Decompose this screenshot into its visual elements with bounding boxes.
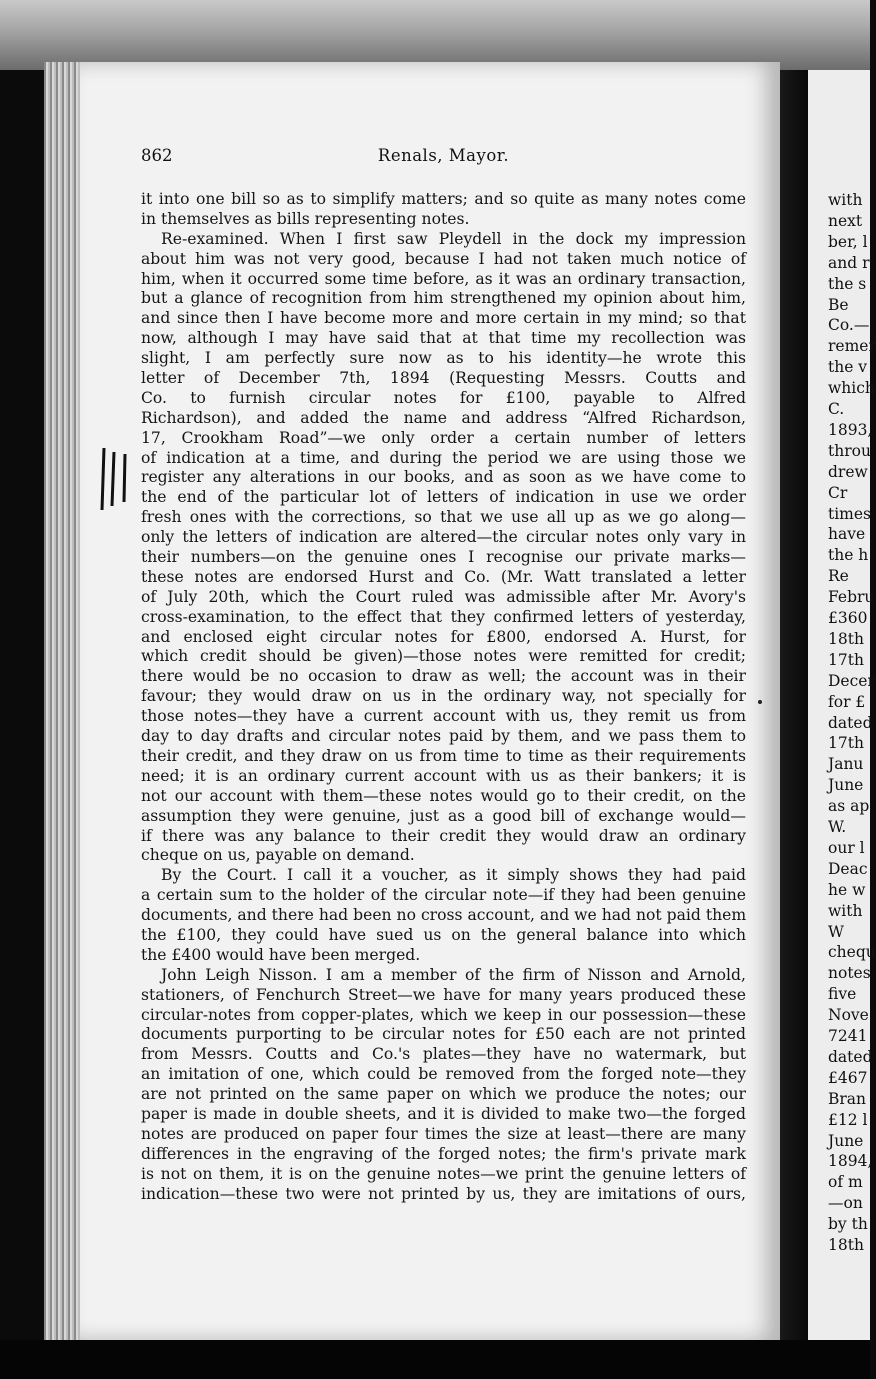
right-page-line: C.: [828, 400, 845, 418]
right-page-line: Nove: [828, 1006, 869, 1025]
text-line: letter of December 7th, 1894 (Requesting Messrs. Coutts and: [141, 369, 746, 388]
text-line: indication—these two were not printed by us, they are imitations of ours,: [141, 1184, 746, 1203]
running-head: Renals, Mayor.: [377, 146, 510, 165]
margin-dot: [758, 700, 762, 704]
text-line: are not printed on the same paper on which we produce the notes; our: [141, 1085, 746, 1104]
right-page-line: drew: [828, 462, 868, 481]
right-page-fragment: [808, 70, 876, 1340]
right-page-line: Bran: [828, 1089, 867, 1108]
text-line: 17, Crookham Road”—we only order a certain number of letters: [141, 428, 746, 447]
text-line: in themselves as bills representing notes.: [141, 209, 470, 228]
text-line: of indication at a time, and during the period we are using those we: [141, 448, 746, 467]
text-line: if there was any balance to their credit they would draw an ordinary: [141, 826, 746, 845]
right-page-line: —on: [828, 1194, 863, 1213]
book-page-edges: [44, 62, 84, 1340]
right-page-line: June: [828, 776, 864, 795]
text-line: about him was not very good, because I had not taken much notice of: [141, 249, 746, 268]
text-line: these notes are endorsed Hurst and Co. (Mr. Watt translated a letter: [141, 567, 746, 586]
text-line: notes are produced on paper four times the size at least—there are many: [141, 1124, 746, 1143]
right-page-line: and r: [828, 253, 870, 272]
text-line: favour; they would draw on us in the ordinary way, not specially for: [141, 687, 746, 706]
text-line: but a glance of recognition from him strengthened my opinion about him,: [141, 289, 746, 308]
right-page-line: 1893,: [828, 420, 873, 439]
text-line: the £400 would have been merged.: [141, 945, 421, 964]
right-page-line: 17th: [828, 734, 864, 753]
right-page-line: he w: [828, 880, 866, 899]
right-page-line: June: [828, 1131, 864, 1150]
text-line: fresh ones with the corrections, so that we use all up as we go along—: [141, 508, 746, 527]
right-page-line: which: [828, 379, 875, 398]
right-page-line: Febru: [828, 588, 875, 607]
scan-background: [0, 0, 870, 70]
text-line: those notes—they have a current account with us, they remit us from: [141, 707, 746, 726]
right-page-line: Be: [828, 295, 849, 314]
right-page-line: five: [828, 985, 857, 1004]
right-page-line: Decer: [828, 671, 875, 690]
text-line: their numbers—on the genuine ones I recognise our private marks—: [141, 548, 746, 567]
text-line: day to day drafts and circular notes paid by them, and we pass them to: [141, 727, 746, 746]
right-page-line: £12 l: [828, 1110, 868, 1129]
right-page-line: Cr: [828, 483, 848, 502]
text-line: it into one bill so as to simplify matters; and so quite as many notes come: [141, 190, 746, 208]
text-line: is not on them, it is on the genuine notes—we print the genuine letters of: [141, 1164, 746, 1183]
text-line: stationers, of Fenchurch Street—we have for many years produced these: [141, 985, 746, 1004]
right-page-line: throu: [828, 441, 871, 460]
right-page-line: our l: [828, 838, 865, 857]
right-page-line: Deac: [828, 859, 868, 878]
text-line: assumption they were genuine, just as a good bill of exchange would—: [141, 806, 746, 825]
text-line: need; it is an ordinary current account with us as their bankers; it is: [141, 766, 746, 785]
text-line: John Leigh Nisson. I am a member of the firm of Nisson and Arnold,: [161, 965, 746, 984]
right-page-line: times: [828, 504, 872, 523]
text-line: cheque on us, payable on demand.: [141, 846, 415, 865]
text-line: the end of the particular lot of letters of indication in use we order: [141, 488, 746, 507]
text-line: circular-notes from copper-plates, which we keep in our possession—these: [141, 1005, 746, 1024]
right-page-line: 18th: [828, 629, 864, 648]
text-line: cross-examination, to the effect that they confirmed letters of yesterday,: [141, 607, 746, 626]
right-page-line: the v: [828, 358, 868, 377]
right-page-line: of m: [828, 1173, 863, 1192]
text-line: Richardson), and added the name and address “Alfred Richardson,: [141, 408, 746, 427]
body-text: [141, 190, 746, 1204]
right-page-line: have: [828, 525, 866, 544]
text-line: only the letters of indication are altered—the circular notes only vary in: [141, 528, 746, 547]
text-line: a certain sum to the holder of the circular note—if they had been genuine: [141, 886, 746, 905]
right-page-line: £467: [828, 1068, 868, 1087]
right-page-line: 17th: [828, 650, 864, 669]
text-line: slight, I am perfectly sure now as to his identity—he wrote this: [141, 349, 746, 368]
text-line: which credit should be given)—those notes were remitted for credit;: [141, 647, 746, 666]
handwritten-margin-mark: [98, 444, 134, 514]
text-line: paper is made in double sheets, and it is divided to make two—the forged: [141, 1104, 746, 1123]
text-line: and enclosed eight circular notes for £800, endorsed A. Hurst, for: [141, 627, 746, 646]
right-page-line: the s: [828, 274, 867, 293]
right-page-line: with: [828, 901, 863, 920]
right-page-line: chequ: [828, 943, 876, 962]
text-line: Co. to furnish circular notes for £100, payable to Alfred: [141, 388, 746, 407]
right-page-line: by th: [828, 1215, 868, 1234]
text-line: documents, and there had been no cross account, and we had not paid them: [141, 906, 747, 925]
text-line: the £100, they could have sued us on the general balance into which: [141, 925, 746, 944]
right-page-line: notes: [828, 964, 871, 983]
right-page-line: 7241: [828, 1027, 868, 1045]
text-line: not our account with them—these notes would go to their credit, on the: [141, 786, 746, 805]
right-page-line: dated: [828, 713, 873, 732]
right-page-line: as ap: [828, 797, 870, 816]
text-line: there would be no occasion to draw as well; the account was in their: [141, 667, 746, 686]
right-page-line: next: [828, 211, 863, 230]
right-page-line: Co.—: [828, 316, 870, 335]
text-line: of July 20th, which the Court ruled was admissible after Mr. Avory's: [141, 587, 746, 606]
right-page-line: W: [828, 922, 844, 941]
text-line: him, when it occurred some time before, as it was an ordinary transaction,: [141, 269, 746, 288]
right-page-line: remer: [828, 337, 876, 356]
right-page-line: the h: [828, 546, 869, 565]
right-page-line: ber, l: [828, 232, 868, 251]
text-line: By the Court. I call it a voucher, as it simply shows they had paid: [161, 866, 746, 885]
page-number: 862: [141, 146, 173, 165]
text-line: and since then I have become more and more certain in my mind; so that: [141, 309, 746, 328]
text-line: Re-examined. When I first saw Pleydell in the dock my impression: [161, 229, 746, 248]
right-page-line: Janu: [828, 755, 864, 774]
text-line: differences in the engraving of the forged notes; the firm's private mark: [141, 1144, 746, 1163]
right-page-line: for £: [828, 692, 866, 711]
text-line: their credit, and they draw on us from time to time as their requirements: [141, 746, 746, 765]
page-header: [141, 146, 746, 170]
text-line: now, although I may have said that at that time my recollection was: [141, 329, 746, 348]
right-page-line: W.: [828, 818, 847, 836]
scan-bottom: [0, 1340, 870, 1379]
right-page-line: £360: [828, 609, 868, 627]
text-line: an imitation of one, which could be removed from the forged note—they: [141, 1065, 746, 1084]
right-page-line: with: [828, 191, 863, 209]
right-page-line: 1894,: [828, 1152, 873, 1171]
text-line: from Messrs. Coutts and Co.'s plates—they have no watermark, but: [141, 1045, 746, 1064]
right-page-line: Re: [828, 567, 849, 586]
text-line: register any alterations in our books, and as soon as we have come to: [141, 468, 746, 487]
text-line: documents purporting to be circular notes for £50 each are not printed: [141, 1025, 746, 1044]
right-page-line: dated: [828, 1047, 873, 1066]
right-page-line: 18th: [828, 1236, 864, 1254]
